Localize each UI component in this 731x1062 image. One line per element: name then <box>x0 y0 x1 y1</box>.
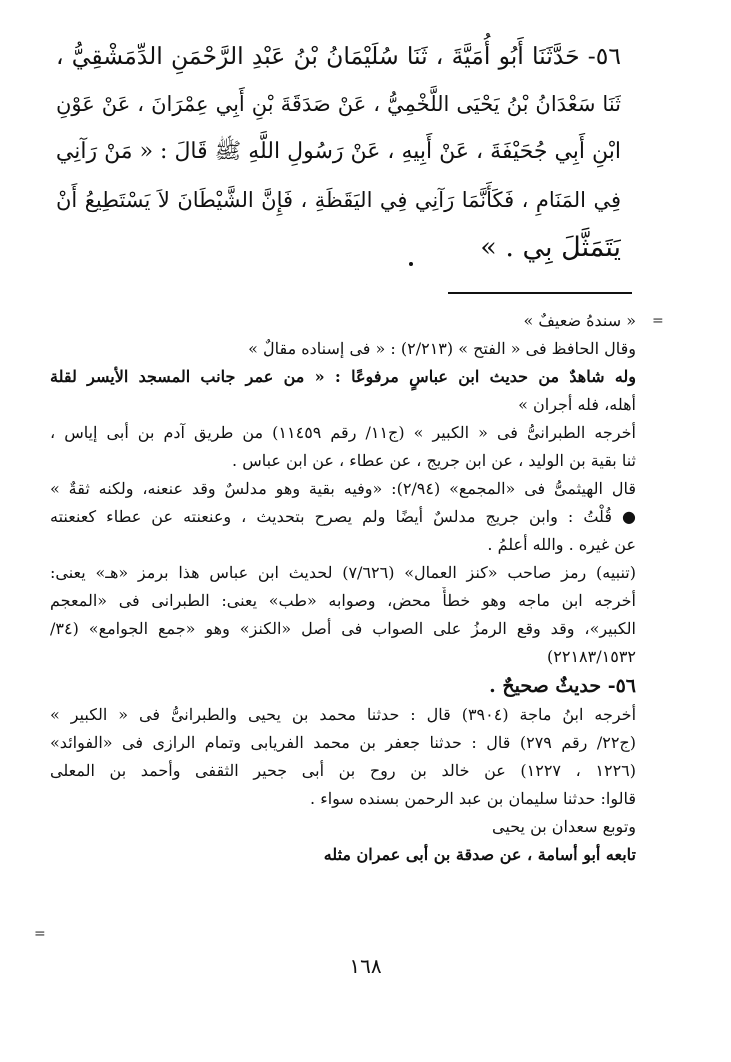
note-line-20: تابعه أبو أسامة ، عن صدقة بن أبى عمران مثله <box>323 845 636 864</box>
hadith-line-4: فِي المَنَامِ ، فَكَأَنَّمَا رَآنِي فِي اليَقَظَةِ ، فَإِنَّ الشَّيْطَانَ لاَ يَسْتَطِيعُ أَنْ <box>56 188 621 212</box>
footnotes <box>50 307 636 869</box>
note-line-3: وله شاهدٌ من حديث ابن عباسٍ مرفوعًا : « من عمر جانب المسجد الأيسر لقلة <box>50 367 636 386</box>
note-line-6: ثنا بقية بن الوليد ، عن ابن جريج ، عن عطاء ، عن ابن عباس . <box>232 451 636 470</box>
note-line-4: أهله، فله أجران » <box>518 395 636 414</box>
note-line-11: أخرجه ابن ماجه وهو خطأٌ محض، وصوابه «طب» يعنى: الطبرانى فى «المعجم <box>50 591 636 610</box>
hadith-grade-heading: ٥٦- حديثٌ صحيحٌ . <box>489 675 636 697</box>
note-line-1: « سندهُ ضعيفٌ » <box>523 311 636 330</box>
hadith-line-5: يَتَمَثَّلَ بِي . » <box>480 232 621 263</box>
stray-dot <box>409 262 413 266</box>
note-line-16: (ج٢٢/ رقم ٢٧٩) قال : حدثنا جعفر بن محمد الفريابى وتمام الرازى فى «الفوائد» <box>50 733 636 752</box>
footnote-separator <box>448 292 632 294</box>
note-line-9: عن غيره . والله أعلمُ . <box>487 535 636 554</box>
note-line-12: الكبير»، وقد وقع الرمزُ على الصواب فى أصل «الكنز» وهو «جمع الجوامع» (٣٤/ <box>50 619 636 638</box>
note-line-8: ● قُلْتُ : وابن جريج مدلسٌ أيضًا ولم يصرح بتحديث ، وعنعنته عن عطاء كعنعنته <box>50 507 636 526</box>
margin-mark-top: = <box>652 313 664 329</box>
note-line-17: (١٢٢٦ ، ١٢٢٧) عن خالد بن روح بن أبى جحير الثقفى وأحمد بن المعلى <box>50 761 636 780</box>
margin-mark-bottom: = <box>34 926 46 942</box>
note-line-10: (تنبيه) رمز صاحب «كنز العمال» (٧/٦٢٦) لحديث ابن عباس هذا برمز «هـ» يعنى: <box>50 563 636 582</box>
note-line-2: وقال الحافظ فى « الفتح » (٢/٢١٣) : « فى إسناده مقالٌ » <box>248 339 636 358</box>
note-line-19: وتوبع سعدان بن يحيى <box>492 817 636 836</box>
hadith-text <box>56 32 621 272</box>
hadith-line-2: ثَنَا سَعْدَانُ بْنُ يَحْيَى اللَّخْمِيُّ ، عَنْ صَدَقَةَ بْنِ أَبِي عِمْرَانَ ، عَنْ عَوْنِ <box>56 92 621 116</box>
hadith-line-1: ٥٦- حَدَّثَنَا أَبُو أُمَيَّةَ ، ثَنَا سُلَيْمَانُ بْنُ عَبْدِ الرَّحْمَنِ الدِّمَشْقِيُّ ، <box>56 42 621 70</box>
page-number: ١٦٨ <box>349 954 382 978</box>
note-line-5: أخرجه الطبرانىُّ فى « الكبير » (ج١١/ رقم ١١٤٥٩) من طريق آدم بن أبى إياس ، <box>50 423 636 442</box>
hadith-line-3: ابْنِ أَبِي جُحَيْفَةَ ، عَنْ أَبِيهِ ، عَنْ رَسُولِ اللَّهِ ﷺ قَالَ : « مَنْ رَآنِي <box>56 139 621 164</box>
note-line-13: ٢٢١٨٣/١٥٣٢) <box>547 647 636 666</box>
note-line-15: أخرجه ابنُ ماجة (٣٩٠٤) قال : حدثنا محمد بن يحيى والطبرانىُّ فى « الكبير » <box>50 705 636 724</box>
note-line-7: قال الهيثمىُّ فى «المجمع» (٢/٩٤): «وفيه بقية وهو مدلسٌ وقد عنعنه، ولكنه ثقةٌ » <box>50 479 636 498</box>
note-line-18: قالوا: حدثنا سليمان بن عبد الرحمن بسنده سواء . <box>310 789 636 808</box>
